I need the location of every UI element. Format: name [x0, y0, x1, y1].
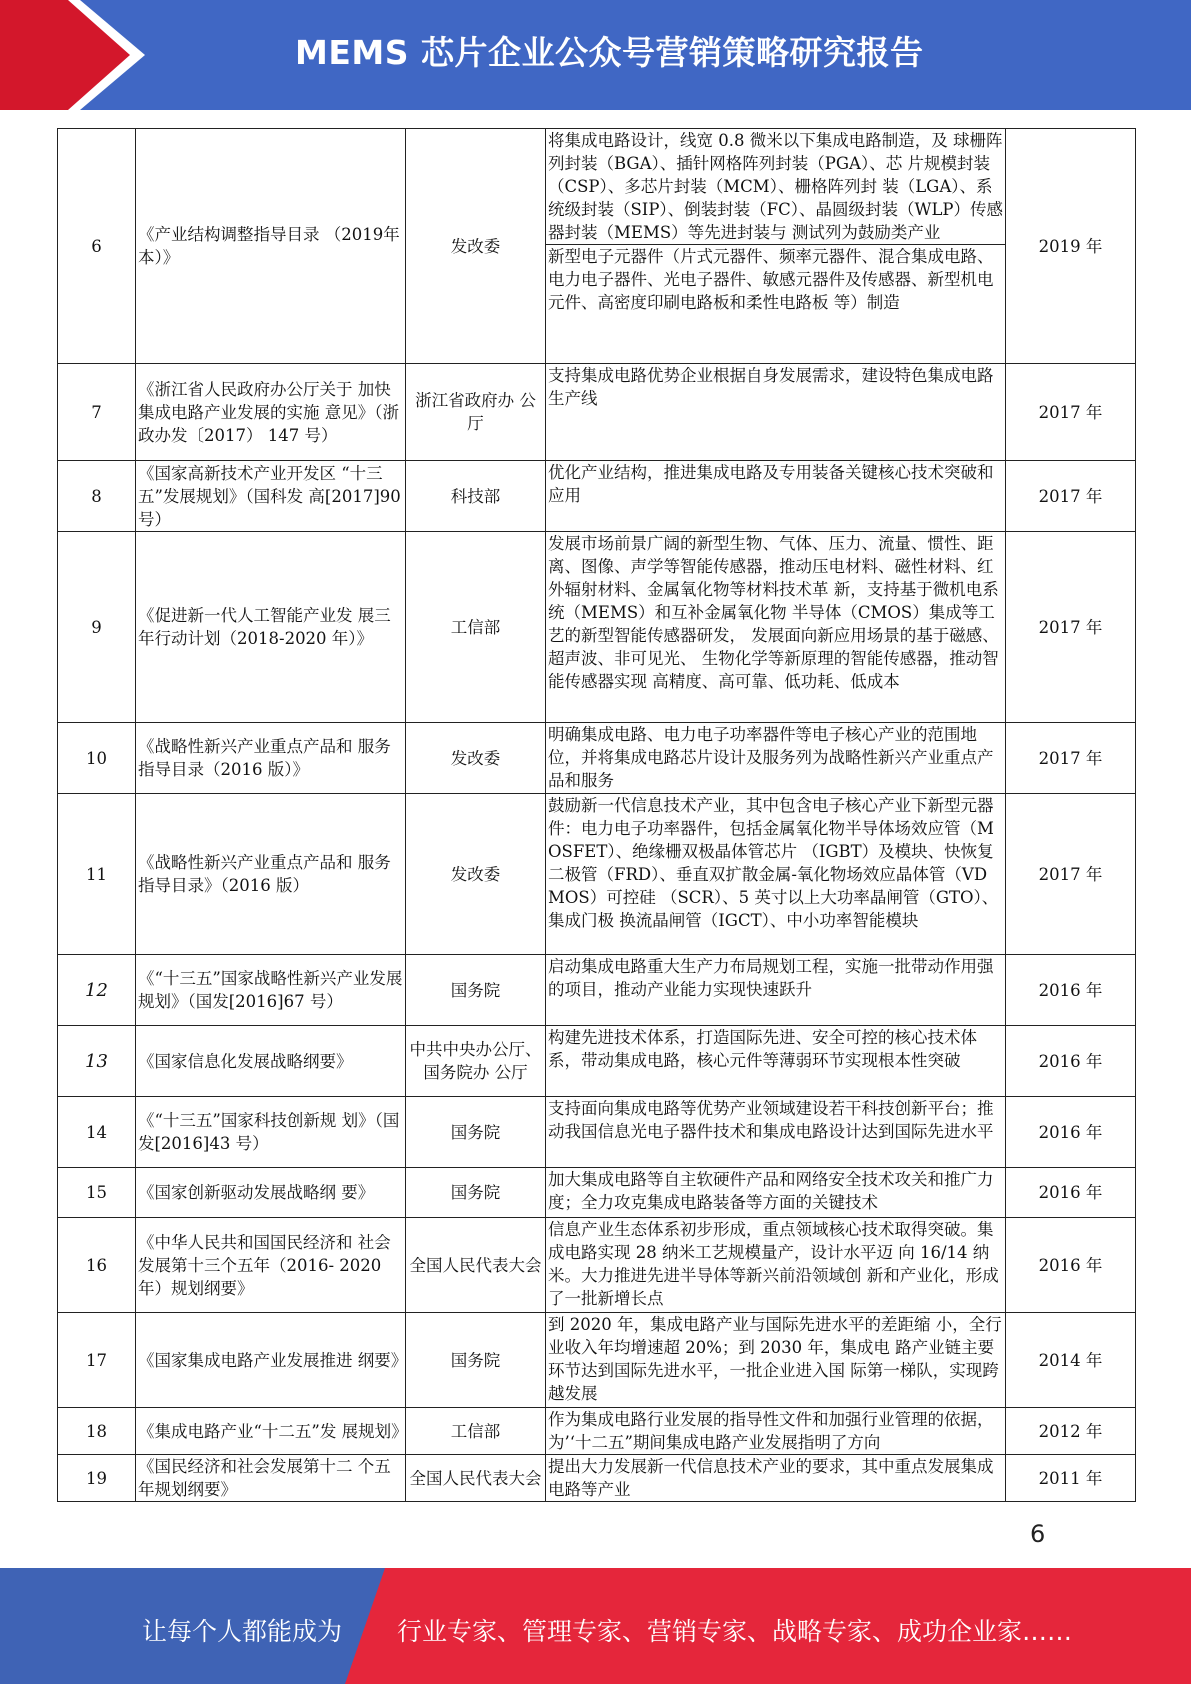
issuing-department: 国务院 — [406, 1168, 546, 1218]
page-header — [0, 0, 1191, 110]
issue-year: 2016 年 — [1006, 955, 1136, 1026]
row-number: 6 — [58, 129, 136, 364]
policy-content — [546, 1408, 1006, 1455]
issue-year: 2014 年 — [1006, 1313, 1136, 1408]
row-number: 17 — [58, 1313, 136, 1408]
issue-year: 2016 年 — [1006, 1218, 1136, 1313]
policy-content-paragraph: 鼓励新一代信息技术产业，其中包含电子核心产业下新型元器件：电力电子功率器件，包括金属氧化物半导体场效应管（MOSFET）、绝缘栅双极晶体管芯片 （IGBT）及模块、快恢复二极管（FRD）、垂直双扩散金属-氧化物场效应晶体管（VDMOS）可控硅 （SCR）、5 英寸以上大功率晶闸管（GTO）、集成门极 换流晶闸管（IGCT）、中小功率智能模块 — [548, 796, 999, 930]
policy-content — [546, 1455, 1006, 1502]
issuing-department: 国务院 — [406, 1097, 546, 1168]
issue-year: 2017 年 — [1006, 723, 1136, 794]
policy-content — [546, 1218, 1006, 1313]
table-row — [58, 1408, 1136, 1455]
policy-content-paragraph: 新型电子元器件（片式元器件、频率元器件、混合集成电路、电力电子器件、光电子器件、敏感元器件及传感器、新型机电元件、高密度印刷电路板和柔性电路板 等）制造 — [546, 244, 1005, 314]
row-number: 8 — [58, 461, 136, 532]
row-number: 13 — [58, 1026, 136, 1097]
policy-content — [546, 1313, 1006, 1408]
page-number: 6 — [1030, 1520, 1046, 1548]
policy-name: 《国家集成电路产业发展推进 纲要》 — [136, 1313, 406, 1408]
policy-content — [546, 723, 1006, 794]
issuing-department: 国务院 — [406, 955, 546, 1026]
table-row — [58, 723, 1136, 794]
policy-name: 《“十三五”国家战略性新兴产业发展规划》（国发[2016]67 号） — [136, 955, 406, 1026]
row-number: 11 — [58, 794, 136, 955]
row-number: 12 — [58, 955, 136, 1026]
issuing-department: 中共中央办公厅、国务院办 公厅 — [406, 1026, 546, 1097]
policy-content — [546, 532, 1006, 723]
policy-name: 《促进新一代人工智能产业发 展三年行动计划（2018-2020 年）》 — [136, 532, 406, 723]
policy-content-paragraph: 明确集成电路、电力电子功率器件等电子核心产业的范围地位，并将集成电路芯片设计及服务列为战略性新兴产业重点产品和服务 — [548, 725, 994, 790]
issuing-department: 发改委 — [406, 723, 546, 794]
policy-content-paragraph: 发展市场前景广阔的新型生物、气体、压力、流量、惯性、距离、图像、声学等智能传感器，推动压电材料、磁性材料、红外辐射材料、金属氧化物等材料技术革 新，支持基于微机电系统（MEMS）和互补金属氧化物 半导体（CMOS）集成等工艺的新型智能传感器研发， 发展面向新应用场景的基于磁感、超声波、非可见光、 生物化学等新原理的智能传感器，推动智能传感器实现 高精度、高可靠、低功耗、低成本 — [548, 534, 999, 691]
row-number: 15 — [58, 1168, 136, 1218]
page-footer — [0, 1568, 1191, 1684]
report-title: MEMS 芯片企业公众号营销策略研究报告 — [295, 33, 924, 72]
policy-content — [546, 794, 1006, 955]
row-number: 9 — [58, 532, 136, 723]
policy-content — [546, 129, 1006, 364]
issue-year: 2016 年 — [1006, 1026, 1136, 1097]
footer-slogan-right: 行业专家、管理专家、营销专家、战略专家、成功企业家…… — [397, 1617, 1073, 1646]
issuing-department: 全国人民代表大会 — [406, 1218, 546, 1313]
policy-name: 《国家信息化发展战略纲要》 — [136, 1026, 406, 1097]
header-arrow-decoration — [0, 0, 160, 110]
policy-content — [546, 1026, 1006, 1097]
policy-content — [546, 1097, 1006, 1168]
policy-name: 《集成电路产业“十二五”发 展规划》 — [136, 1408, 406, 1455]
issuing-department: 全国人民代表大会 — [406, 1455, 546, 1502]
policy-table-body — [58, 129, 1136, 1502]
table-row — [58, 955, 1136, 1026]
policy-content — [546, 1168, 1006, 1218]
policy-content — [546, 955, 1006, 1026]
issue-year: 2017 年 — [1006, 461, 1136, 532]
table-row — [58, 1313, 1136, 1408]
table-row — [58, 461, 1136, 532]
policy-name: 《“十三五”国家科技创新规 划》（国发[2016]43 号） — [136, 1097, 406, 1168]
policy-content — [546, 461, 1006, 532]
row-number: 16 — [58, 1218, 136, 1313]
issue-year: 2017 年 — [1006, 794, 1136, 955]
issuing-department: 工信部 — [406, 1408, 546, 1455]
table-row — [58, 1218, 1136, 1313]
issuing-department: 科技部 — [406, 461, 546, 532]
policy-content-paragraph: 将集成电路设计，线宽 0.8 微米以下集成电路制造，及 球栅阵列封装（BGA）、插针网格阵列封装（PGA）、芯 片规模封装（CSP）、多芯片封装（MCM）、栅格阵列封 装（LGA）、系统级封装（SIP）、倒装封装（FC）、晶圆级封装（WLP）传感器封装（MEMS）等先进封装与 测试列为鼓励类产业 — [548, 131, 1004, 242]
issue-year: 2017 年 — [1006, 364, 1136, 461]
issuing-department: 发改委 — [406, 129, 546, 364]
policy-table — [57, 128, 1136, 1502]
table-row — [58, 1026, 1136, 1097]
issue-year: 2011 年 — [1006, 1455, 1136, 1502]
policy-content-paragraph: 作为集成电路行业发展的指导性文件和加强行业管理的依据，为’‘十二五”期间集成电路产业发展指明了方向 — [548, 1410, 994, 1452]
policy-name: 《浙江省人民政府办公厅关于 加快集成电路产业发展的实施 意见》（浙政办发〔2017） 147 号） — [136, 364, 406, 461]
table-row — [58, 1455, 1136, 1502]
issuing-department: 工信部 — [406, 532, 546, 723]
table-row — [58, 364, 1136, 461]
policy-name: 《国家高新技术产业开发区 “十三五”发展规划》（国科发 高[2017]90 号） — [136, 461, 406, 532]
policy-content-paragraph: 到 2020 年，集成电路产业与国际先进水平的差距缩 小，全行业收入年均增速超 20%；到 2030 年，集成电 路产业链主要环节达到国际先进水平，一批企业进入国 际第一梯队，实现跨越发展 — [548, 1315, 1002, 1403]
row-number: 19 — [58, 1455, 136, 1502]
table-row — [58, 1168, 1136, 1218]
policy-content-paragraph: 启动集成电路重大生产力布局规划工程，实施一批带动作用强的项目，推动产业能力实现快速跃升 — [548, 957, 994, 999]
table-row — [58, 1097, 1136, 1168]
policy-name: 《战略性新兴产业重点产品和 服务指导目录（2016 版）》 — [136, 723, 406, 794]
issuing-department: 国务院 — [406, 1313, 546, 1408]
row-number: 7 — [58, 364, 136, 461]
policy-name: 《中华人民共和国国民经济和 社会发展第十三个五年（2016- 2020 年）规划纲要》 — [136, 1218, 406, 1313]
issue-year: 2017 年 — [1006, 532, 1136, 723]
table-row — [58, 794, 1136, 955]
issue-year: 2016 年 — [1006, 1097, 1136, 1168]
footer-slogan-left: 让每个人都能成为 — [142, 1617, 343, 1646]
policy-content-paragraph: 信息产业生态体系初步形成，重点领域核心技术取得突破。集成电路实现 28 纳米工艺规模量产，设计水平迈 向 16/14 纳米。大力推进先进半导体等新兴前沿领域创 新和产业化，形成了一批新增长点 — [548, 1220, 999, 1308]
issue-year: 2019 年 — [1006, 129, 1136, 364]
policy-content-paragraph: 支持面向集成电路等优势产业领域建设若干科技创新平台；推动我国信息光电子器件技术和集成电路设计达到国际先进水平 — [548, 1099, 994, 1141]
policy-content-paragraph: 构建先进技术体系，打造国际先进、安全可控的核心技术体系，带动集成电路，核心元件等薄弱环节实现根本性突破 — [548, 1028, 977, 1070]
issuing-department: 发改委 — [406, 794, 546, 955]
row-number: 14 — [58, 1097, 136, 1168]
policy-name: 《国家创新驱动发展战略纲 要》 — [136, 1168, 406, 1218]
policy-content-paragraph: 支持集成电路优势企业根据自身发展需求，建设特色集成电路生产线 — [548, 366, 994, 408]
table-row — [58, 532, 1136, 723]
issue-year: 2016 年 — [1006, 1168, 1136, 1218]
policy-name: 《产业结构调整指导目录 （2019年本）》 — [136, 129, 406, 364]
policy-content-paragraph: 提出大力发展新一代信息技术产业的要求，其中重点发展集成电路等产业 — [548, 1457, 994, 1499]
issuing-department: 浙江省政府办 公厅 — [406, 364, 546, 461]
policy-name: 《国民经济和社会发展第十二 个五年规划纲要》 — [136, 1455, 406, 1502]
policy-content — [546, 364, 1006, 461]
row-number: 10 — [58, 723, 136, 794]
policy-content-paragraph: 加大集成电路等自主软硬件产品和网络安全技术攻关和推广力度；全力攻克集成电路装备等方面的关键技术 — [548, 1170, 994, 1212]
policy-content-paragraph: 优化产业结构，推进集成电路及专用装备关键核心技术突破和应用 — [548, 463, 994, 505]
issue-year: 2012 年 — [1006, 1408, 1136, 1455]
row-number: 18 — [58, 1408, 136, 1455]
policy-name: 《战略性新兴产业重点产品和 服务指导目录》（2016 版） — [136, 794, 406, 955]
table-row — [58, 129, 1136, 364]
